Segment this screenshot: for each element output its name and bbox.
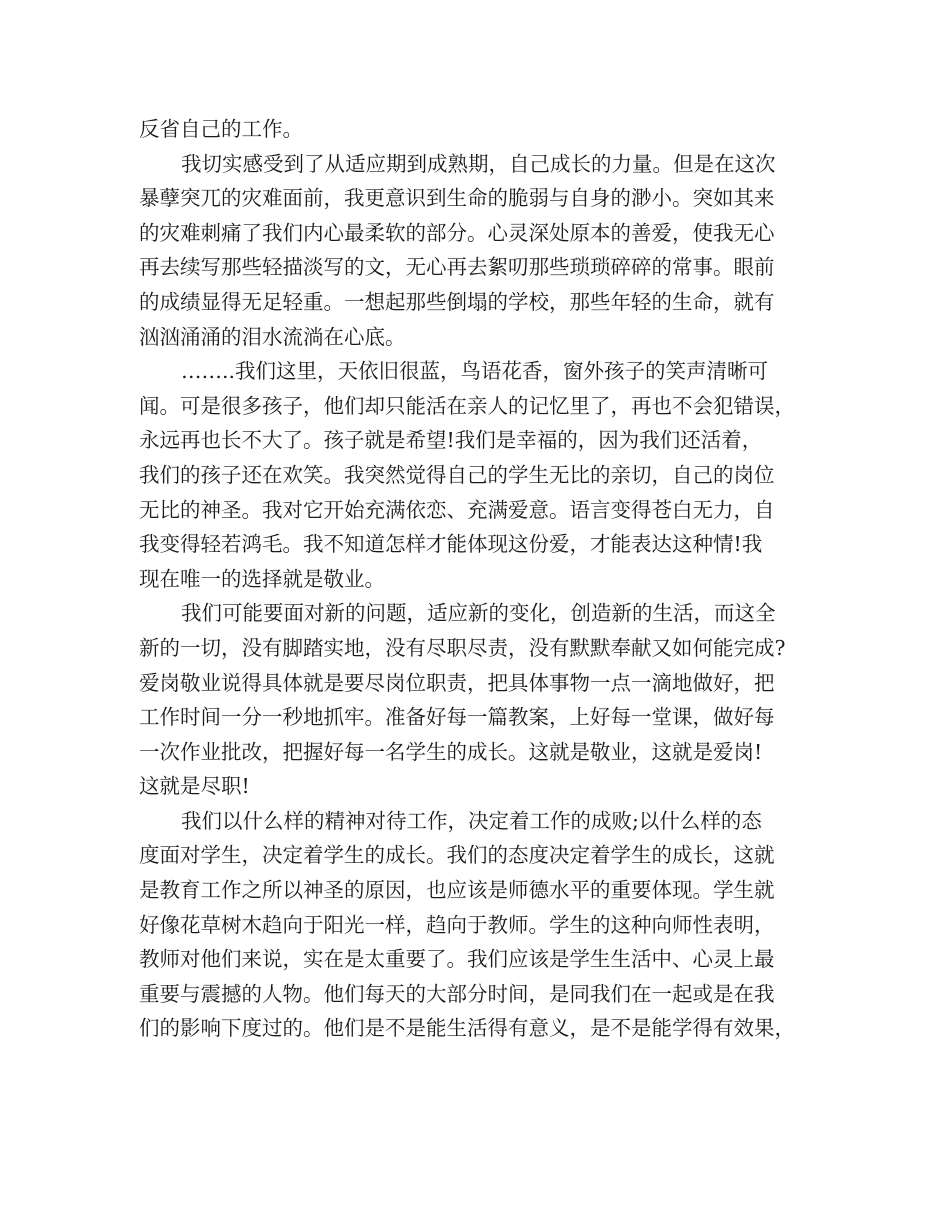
text-line: 反省自己的工作。 (139, 117, 303, 141)
text-line: 教师对他们来说，实在是太重要了。我们应该是学生生活中、心灵上最 (139, 947, 775, 972)
text-line: 我切实感受到了从适应期到成熟期，自己成长的力量。但是在这次 (181, 151, 776, 176)
text-line: 新的一切，没有脚踏实地，没有尽职尽责，没有默默奉献又如何能完成? (139, 635, 786, 660)
text-line: 好像花草树木趋向于阳光一样，趋向于教师。学生的这种向师性表明， (139, 912, 775, 937)
text-line: 重要与震撼的人物。他们每天的大部分时间，是同我们在一起或是在我 (139, 981, 775, 1006)
text-line: 是教育工作之所以神圣的原因，也应该是师德水平的重要体现。学生就 (139, 878, 775, 903)
text-line: 度面对学生，决定着学生的成长。我们的态度决定着学生的成长，这就 (139, 843, 775, 868)
text-line: 爱岗敬业说得具体就是要尽岗位职责，把具体事物一点一滴地做好，把 (139, 670, 775, 695)
text-line: 汹汹涌涌的泪水流淌在心底。 (139, 324, 406, 349)
text-line: 永远再也长不大了。孩子就是希望!我们是幸福的，因为我们还活着， (139, 428, 763, 453)
text-line: 无比的神圣。我对它开始充满依恋、充满爱意。语言变得苍白无力，自 (139, 497, 775, 522)
text-line: 一次作业批改，把握好每一名学生的成长。这就是敬业，这就是爱岗! (139, 739, 763, 764)
text-line: 这就是尽职! (139, 774, 250, 799)
body-text (139, 112, 819, 1046)
text-line: 工作时间一分一秒地抓牢。准备好每一篇教案，上好每一堂课，做好每 (139, 705, 775, 730)
text-line: 再去续写那些轻描淡写的文，无心再去絮叨那些琐琐碎碎的常事。眼前 (139, 255, 775, 280)
text-line: 我们可能要面对新的问题，适应新的变化，创造新的生活，而这全 (181, 601, 776, 626)
text-line: 我们以什么样的精神对待工作，决定着工作的成败;以什么样的态 (181, 808, 762, 833)
text-line: 我们的孩子还在欢笑。我突然觉得自己的学生无比的亲切，自己的岗位 (139, 462, 775, 487)
text-line: 暴孽突兀的灾难面前，我更意识到生命的脆弱与自身的渺小。突如其来 (139, 186, 775, 211)
text-line: 现在唯一的选择就是敬业。 (139, 566, 385, 591)
text-line: 闻。可是很多孩子，他们却只能活在亲人的记忆里了，再也不会犯错误， (139, 393, 795, 418)
text-line: 们的影响下度过的。他们是不是能生活得有意义，是不是能学得有效果， (139, 1016, 795, 1041)
text-line: 的成绩显得无足轻重。一想起那些倒塌的学校，那些年轻的生命，就有 (139, 289, 775, 314)
text-line: 的灾难刺痛了我们内心最柔软的部分。心灵深处原本的善爱，使我无心 (139, 220, 775, 245)
text-line: 我变得轻若鸿毛。我不知道怎样才能体现这份爱，才能表达这种情!我 (139, 532, 763, 557)
text-line: ……..我们这里，天依旧很蓝，鸟语花香，窗外孩子的笑声清晰可 (181, 359, 769, 384)
